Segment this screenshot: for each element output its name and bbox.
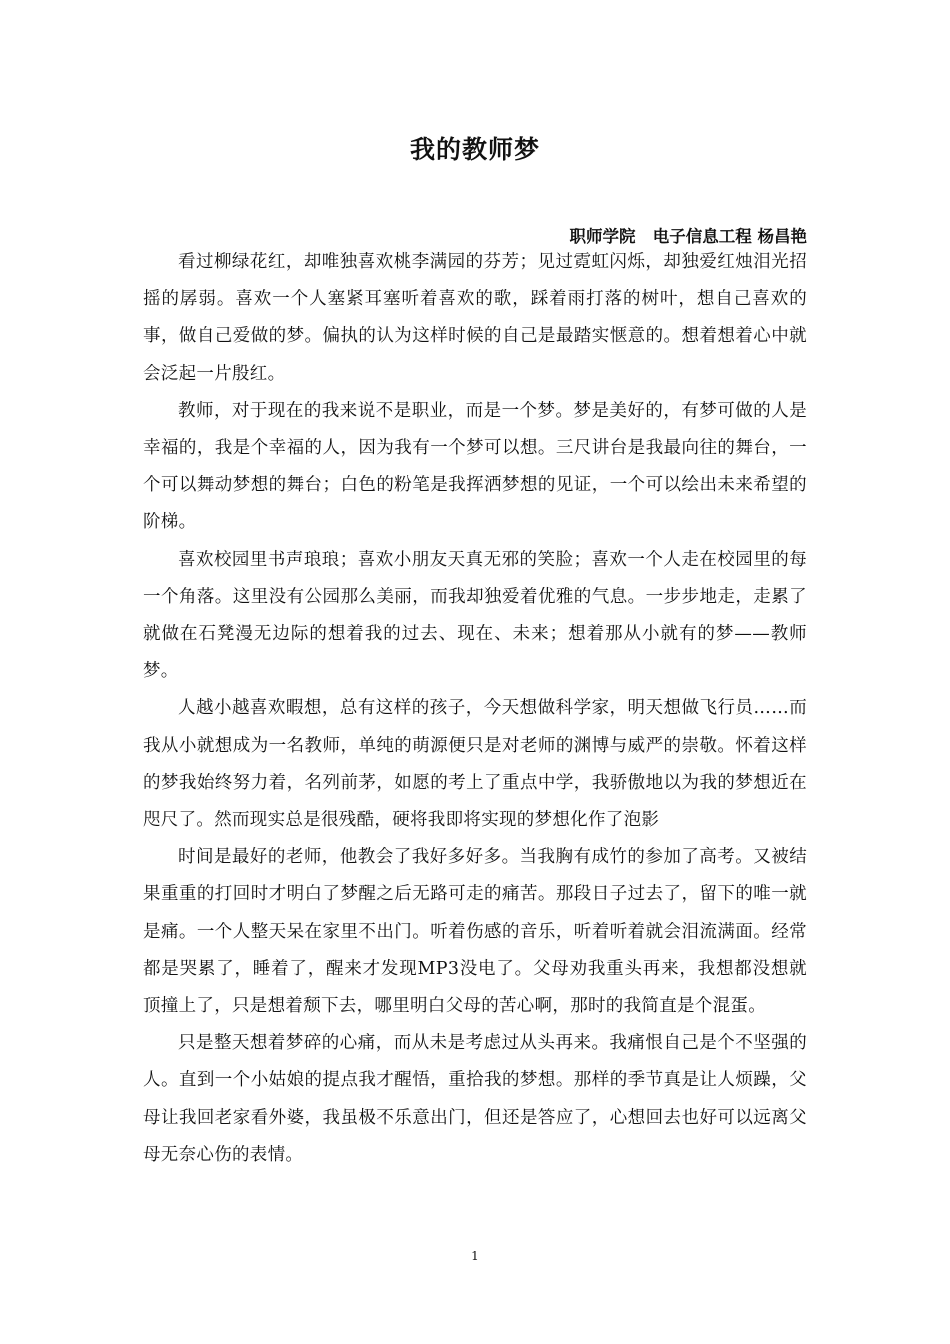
paragraph: 看过柳绿花红，却唯独喜欢桃李满园的芬芳；见过霓虹闪烁，却独爱红烛泪光招摇的孱弱。喜欢一个人塞紧耳塞听着喜欢的歌，踩着雨打落的树叶，想自己喜欢的事，做自己爱做的梦。偏执的认为这样时候的自己是最踏实惬意的。想着想着心中就会泛起一片殷红。 <box>143 252 807 384</box>
paragraph: 时间是最好的老师，他教会了我好多好多。当我胸有成竹的参加了高考。又被结果重重的打回时才明白了梦醒之后无路可走的痛苦。那段日子过去了，留下的唯一就是痛。一个人整天呆在家里不出门。听着伤感的音乐，听着听着就会泪流满面。经常都是哭累了，睡着了，醒来才发现MP3没电了。父母劝我重头再来，我想都没想就顶撞上了，只是想着颓下去，哪里明白父母的苦心啊，那时的我简直是个混蛋。 <box>143 847 807 1017</box>
page-number: 1 <box>471 1249 479 1263</box>
paragraph: 喜欢校园里书声琅琅；喜欢小朋友天真无邪的笑脸；喜欢一个人走在校园里的每一个角落。这里没有公园那么美丽，而我却独爱着优雅的气息。一步步地走，走累了就做在石凳漫无边际的想着我的过去、现在、未来；想着那从小就有的梦——教师梦。 <box>143 549 807 682</box>
paragraph: 只是整天想着梦碎的心痛，而从未是考虑过从头再来。我痛恨自己是个不坚强的人。直到一个小姑娘的提点我才醒悟，重拾我的梦想。那样的季节真是让人烦躁，父母让我回老家看外婆，我虽极不乐意出门，但还是答应了，心想回去也好可以远离父母无奈心伤的表情。 <box>143 1033 807 1165</box>
essay-body <box>143 244 807 1174</box>
author-byline: 职师学院 电子信息工程 杨昌艳 <box>569 227 807 246</box>
page-title: 我的教师梦 <box>409 135 540 164</box>
paragraph: 教师，对于现在的我来说不是职业，而是一个梦。梦是美好的，有梦可做的人是幸福的，我是个幸福的人，因为我有一个梦可以想。三尺讲台是我最向往的舞台，一个可以舞动梦想的舞台；白色的粉笔是我挥洒梦想的见证，一个可以绘出未来希望的阶梯。 <box>143 400 807 533</box>
paragraph: 人越小越喜欢暇想，总有这样的孩子，今天想做科学家，明天想做飞行员……而我从小就想成为一名教师，单纯的萌源便只是对老师的渊博与威严的崇敬。怀着这样的梦我始终努力着，名列前茅，如愿的考上了重点中学，我骄傲地以为我的梦想近在咫尺了。然而现实总是很残酷，硬将我即将实现的梦想化作了泡影 <box>143 698 807 831</box>
